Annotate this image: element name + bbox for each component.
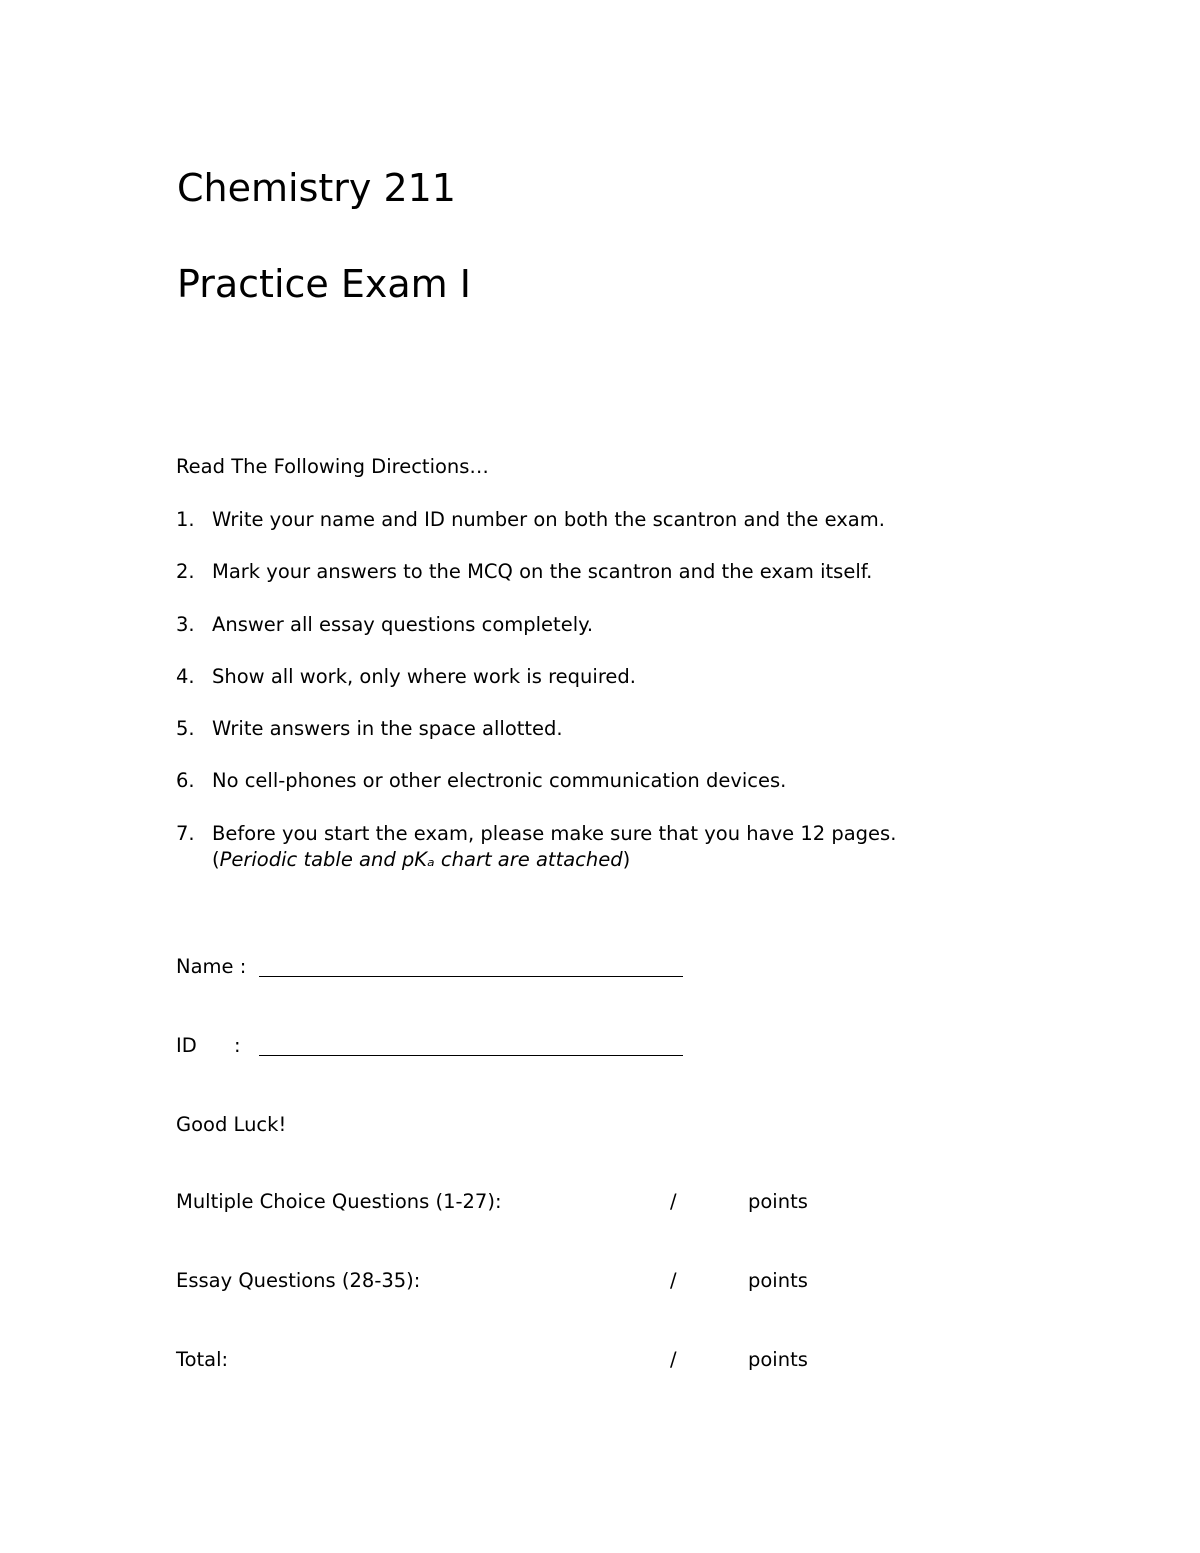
score-slash: /: [670, 1348, 677, 1371]
score-unit: points: [748, 1348, 808, 1371]
direction-item: [176, 559, 896, 585]
direction-number: 2.: [176, 560, 195, 584]
score-slash: /: [670, 1190, 677, 1213]
course-title: Chemistry 211: [177, 166, 456, 210]
direction-number: 6.: [176, 769, 195, 793]
direction-item: [176, 821, 896, 873]
score-label: Essay Questions (28-35):: [176, 1269, 421, 1292]
id-blank-line[interactable]: [259, 1055, 683, 1056]
good-luck-text: Good Luck!: [176, 1113, 287, 1136]
direction-item: [176, 507, 896, 533]
direction-item: [176, 768, 896, 794]
note-close-paren: ): [622, 847, 631, 871]
direction-number: 1.: [176, 508, 195, 531]
note-open-paren: (: [212, 847, 220, 871]
score-unit: points: [748, 1269, 808, 1292]
id-label: ID :: [176, 1034, 241, 1057]
direction-number: 7.: [176, 821, 195, 845]
direction-number: 4.: [176, 664, 195, 688]
exam-title: Practice Exam I: [177, 262, 471, 306]
direction-number: 5.: [176, 717, 195, 741]
direction-text: No cell-phones or other electronic communication devices.: [212, 769, 787, 793]
direction-item: [176, 612, 896, 638]
direction-text: Write your name and ID number on both the scantron and the exam.: [212, 508, 885, 531]
direction-item: [176, 664, 896, 690]
score-unit: points: [748, 1190, 808, 1213]
direction-number: 3.: [176, 612, 195, 636]
score-slash: /: [670, 1269, 677, 1292]
name-blank-line[interactable]: [259, 976, 683, 977]
name-label: Name :: [176, 955, 247, 978]
direction-text: Mark your answers to the MCQ on the scantron and the exam itself.: [212, 560, 873, 584]
direction-text: Before you start the exam, please make sure that you have 12 pages.: [212, 821, 897, 845]
directions-list: [176, 507, 896, 899]
directions-heading: Read The Following Directions…: [176, 455, 489, 478]
id-field[interactable]: [176, 1033, 256, 1059]
score-label: Multiple Choice Questions (1-27):: [176, 1190, 502, 1213]
direction-item: [176, 716, 896, 742]
attachment-note: [212, 847, 896, 873]
direction-text: Answer all essay questions completely.: [212, 612, 594, 636]
score-label: Total:: [176, 1348, 229, 1371]
note-text: Periodic table and pKₐ chart are attached: [219, 847, 623, 871]
direction-text: Show all work, only where work is required.: [212, 664, 636, 688]
name-field[interactable]: [176, 954, 256, 980]
direction-text: Write answers in the space allotted.: [212, 717, 563, 741]
